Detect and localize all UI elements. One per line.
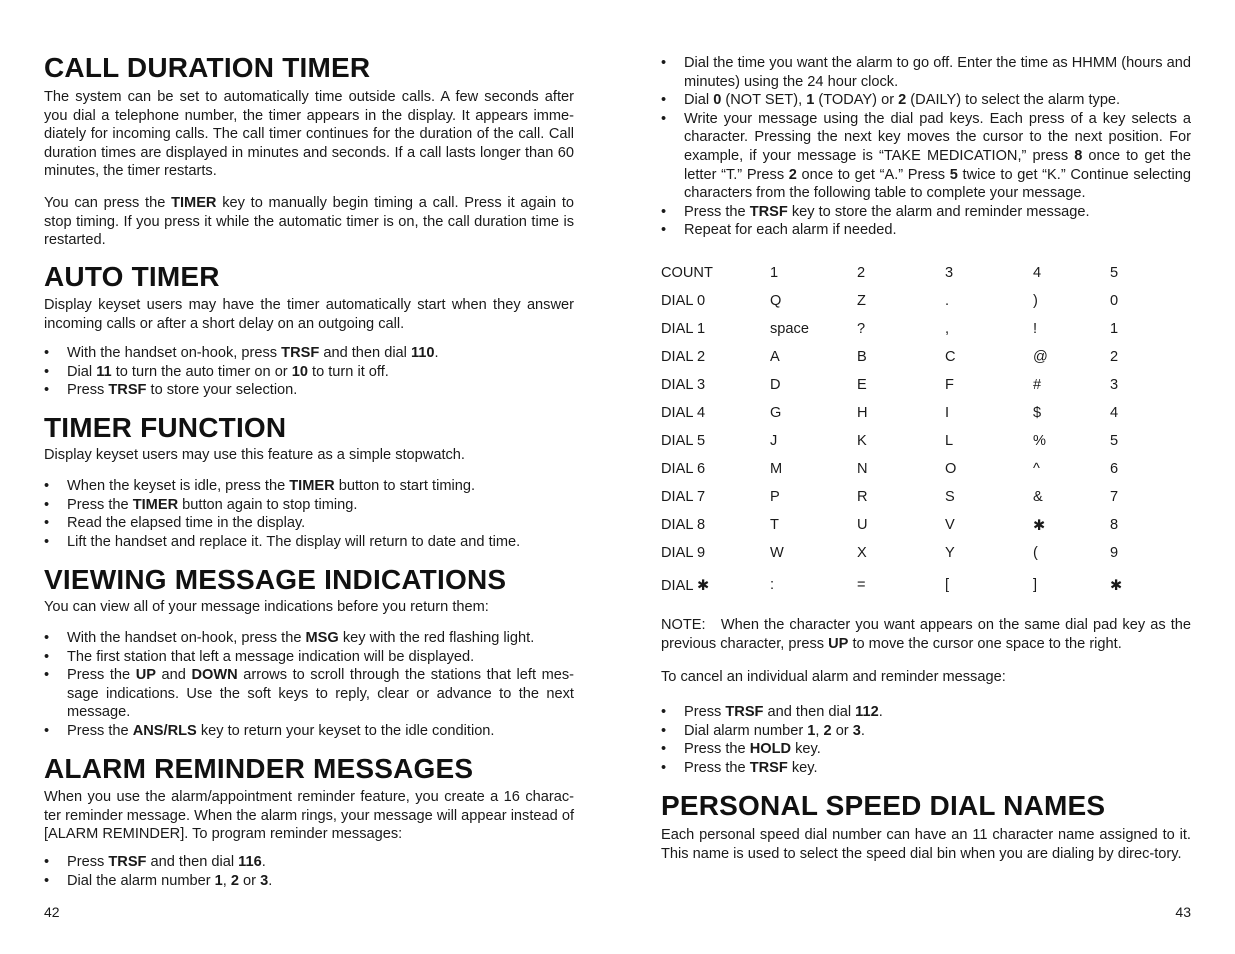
- row-label-cell: DIAL 3: [661, 377, 706, 393]
- cancel-alarm-steps: [661, 703, 1191, 777]
- table-row: [661, 399, 1150, 427]
- table-cell: 1: [1110, 321, 1119, 337]
- table-cell: @: [1033, 349, 1048, 365]
- table-cell: !: [1033, 321, 1038, 337]
- table-cell: 8: [1110, 517, 1119, 533]
- table-cell: ✱: [1033, 517, 1046, 534]
- list-item: • Write your message using the dial pad keys. Each press of a key selects a character. Pressing the next key moves the cursor to the next position. For example, if your message is “TAKE MEDICATION,” press 8 once to get the letter “T.” Press 2 once to get “A.” Press 5 twice to get “K.” Continue selecting characters from the following table to complete your message.: [661, 110, 1192, 202]
- list-item: • Press the TRSF key.: [661, 759, 818, 776]
- alarm-steps-continued: [661, 54, 1191, 240]
- table-cell: Q: [770, 293, 782, 309]
- cancel-intro: To cancel an individual alarm and reminder message:: [661, 669, 1006, 685]
- table-cell: K: [857, 433, 867, 449]
- table-row: [661, 483, 1150, 511]
- list-item: • Press the UP and DOWN arrows to scroll through the stations that left mes-sage indications. Use the soft keys to reply, clear or advance to the next message.: [44, 667, 574, 721]
- table-cell: A: [770, 349, 780, 365]
- table-cell: &: [1033, 489, 1043, 505]
- call-duration-paragraph-1: The system can be set to automatically time outside calls. A few seconds after you dial a telephone number, the timer appears in the display. It appears imme-diately for incoming calls. The call timer continues for the duration of the call. Call duration times are displayed in minutes and seconds. If a call lasts longer than 60 minutes, the timer restarts.: [44, 89, 574, 180]
- table-cell: ): [1033, 293, 1038, 309]
- table-cell: ✱: [1110, 577, 1123, 594]
- table-cell: X: [857, 545, 867, 561]
- table-cell: G: [770, 405, 782, 421]
- list-item: • Press TRSF and then dial 112.: [661, 704, 883, 720]
- table-cell: U: [857, 517, 868, 533]
- list-item: • Dial alarm number 1, 2 or 3.: [661, 722, 865, 739]
- row-label-cell: DIAL 0: [661, 293, 706, 309]
- table-cell: ^: [1033, 461, 1040, 477]
- list-item: • With the handset on-hook, press TRSF and then dial 110.: [44, 345, 439, 361]
- table-cell: 0: [1110, 293, 1119, 309]
- heading-timer-function: TIMER FUNCTION: [44, 412, 287, 443]
- row-label-cell: COUNT: [661, 265, 713, 281]
- table-row: [661, 343, 1150, 371]
- heading-personal-speed-dial-names: PERSONAL SPEED DIAL NAMES: [661, 790, 1106, 821]
- auto-timer-intro: Display keyset users may have the timer automatically start when they answer incoming calls or after a short delay on an outgoing call.: [44, 297, 574, 332]
- table-cell: Z: [857, 293, 866, 309]
- heading-auto-timer: AUTO TIMER: [44, 261, 220, 292]
- table-cell: 5: [1110, 433, 1119, 449]
- list-item: • Dial 0 (NOT SET), 1 (TODAY) or 2 (DAILY) to select the alarm type.: [661, 92, 1121, 109]
- table-cell: ]: [1033, 577, 1038, 593]
- list-item: • Press the ANS/RLS key to return your keyset to the idle condition.: [44, 722, 495, 739]
- viewing-message-steps: [44, 629, 574, 741]
- table-cell: O: [945, 461, 957, 477]
- page-number: 43: [1175, 904, 1191, 920]
- table-cell: M: [770, 461, 783, 477]
- table-cell: D: [770, 377, 781, 393]
- table-row: [661, 287, 1150, 315]
- table-cell: N: [857, 461, 868, 477]
- list-item: • When the keyset is idle, press the TIMER button to start timing.: [44, 478, 476, 494]
- table-row: [661, 539, 1150, 567]
- list-item: • Lift the handset and replace it. The display will return to date and time.: [44, 533, 521, 550]
- table-cell: :: [770, 577, 775, 593]
- list-item: • Read the elapsed time in the display.: [44, 515, 306, 532]
- table-cell: space: [770, 321, 809, 337]
- table-cell: W: [770, 545, 784, 561]
- table-cell: P: [770, 489, 780, 505]
- table-cell: .: [945, 293, 950, 309]
- table-cell: T: [770, 517, 779, 533]
- list-item: • Press the HOLD key.: [661, 741, 821, 758]
- row-label-cell: DIAL 1: [661, 321, 706, 337]
- table-cell: =: [857, 577, 866, 593]
- row-label-cell: DIAL 8: [661, 517, 706, 533]
- alarm-reminder-steps: [44, 853, 574, 890]
- table-cell: E: [857, 377, 867, 393]
- page-number: 42: [44, 904, 60, 920]
- call-duration-paragraph-2: You can press the TIMER key to manually begin timing a call. Press it again to stop timing. If you press it while the automatic timer is on, the call duration time is restarted.: [44, 195, 574, 249]
- list-item: • Dial the time you want the alarm to go off. Enter the time as HHMM (hours and minutes) using the 24 hour clock.: [661, 55, 1191, 90]
- auto-timer-steps: [44, 344, 574, 400]
- table-cell: 2: [1110, 349, 1119, 365]
- table-row: [661, 567, 1150, 603]
- table-cell: 5: [1110, 265, 1119, 281]
- heading-call-duration-timer: CALL DURATION TIMER: [44, 52, 371, 83]
- row-label-cell: DIAL 4: [661, 405, 706, 421]
- table-cell: S: [945, 489, 955, 505]
- table-cell: 4: [1110, 405, 1119, 421]
- table-cell: 7: [1110, 489, 1119, 505]
- table-cell: 2: [857, 265, 866, 281]
- alarm-reminder-intro: When you use the alarm/appointment reminder feature, you create a 16 charac-ter reminder message. When the alarm rings, your message will appear instead of [ALARM REMINDER]. To program reminder messages:: [44, 789, 574, 843]
- list-item: • Repeat for each alarm if needed.: [661, 222, 897, 239]
- row-label-cell: DIAL 2: [661, 349, 706, 365]
- table-cell: 3: [1110, 377, 1119, 393]
- table-row: [661, 427, 1150, 455]
- table-row: [661, 511, 1150, 539]
- row-label-cell: DIAL ✱: [661, 577, 710, 594]
- table-cell: %: [1033, 433, 1046, 449]
- table-cell: C: [945, 349, 956, 365]
- list-item: • The first station that left a message indication will be displayed.: [44, 648, 475, 665]
- heading-viewing-message-indications: VIEWING MESSAGE INDICATIONS: [44, 564, 507, 595]
- table-cell: V: [945, 517, 955, 533]
- heading-alarm-reminder-messages: ALARM REMINDER MESSAGES: [44, 753, 474, 784]
- speed-dial-paragraph: Each personal speed dial number can have an 11 character name assigned to it. This name is used to select the speed dial bin when you are dialing by direc-tory.: [661, 827, 1191, 862]
- table-cell: ?: [857, 321, 866, 337]
- list-item: • With the handset on-hook, press the MSG key with the red flashing light.: [44, 630, 535, 646]
- row-label-cell: DIAL 9: [661, 545, 706, 561]
- timer-function-steps: [44, 477, 574, 551]
- table-cell: J: [770, 433, 778, 449]
- table-cell: 1: [770, 265, 779, 281]
- table-cell: 9: [1110, 545, 1119, 561]
- table-cell: L: [945, 433, 954, 449]
- table-cell: F: [945, 377, 954, 393]
- table-cell: [: [945, 577, 950, 593]
- row-label-cell: DIAL 5: [661, 433, 706, 449]
- table-header-row: [661, 259, 1150, 287]
- table-row: [661, 315, 1150, 343]
- table-cell: Y: [945, 545, 955, 561]
- table-cell: $: [1033, 405, 1042, 421]
- table-cell: B: [857, 349, 867, 365]
- dial-pad-character-table: [661, 259, 1150, 603]
- viewing-message-intro: You can view all of your message indications before you return them:: [44, 599, 489, 615]
- table-cell: ,: [945, 321, 950, 337]
- list-item: • Dial 11 to turn the auto timer on or 10 to turn it off.: [44, 363, 389, 380]
- table-cell: I: [945, 405, 950, 421]
- row-label-cell: DIAL 7: [661, 489, 706, 505]
- list-item: • Press TRSF and then dial 116.: [44, 854, 266, 870]
- table-cell: R: [857, 489, 868, 505]
- table-cell: 6: [1110, 461, 1119, 477]
- note-paragraph: NOTE: When the character you want appears on the same dial pad key as the previous character, press UP to move the cursor one space to the right.: [661, 617, 1191, 652]
- list-item: • Dial the alarm number 1, 2 or 3.: [44, 872, 273, 889]
- timer-function-intro: Display keyset users may use this feature as a simple stopwatch.: [44, 447, 465, 463]
- table-cell: (: [1033, 545, 1038, 561]
- row-label-cell: DIAL 6: [661, 461, 706, 477]
- table-cell: 3: [945, 265, 954, 281]
- list-item: • Press the TRSF key to store the alarm and reminder message.: [661, 203, 1090, 220]
- list-item: • Press TRSF to store your selection.: [44, 382, 298, 399]
- table-row: [661, 371, 1150, 399]
- table-cell: 4: [1033, 265, 1042, 281]
- table-cell: H: [857, 405, 868, 421]
- table-cell: #: [1033, 377, 1042, 393]
- table-row: [661, 455, 1150, 483]
- list-item: • Press the TIMER button again to stop timing.: [44, 496, 358, 513]
